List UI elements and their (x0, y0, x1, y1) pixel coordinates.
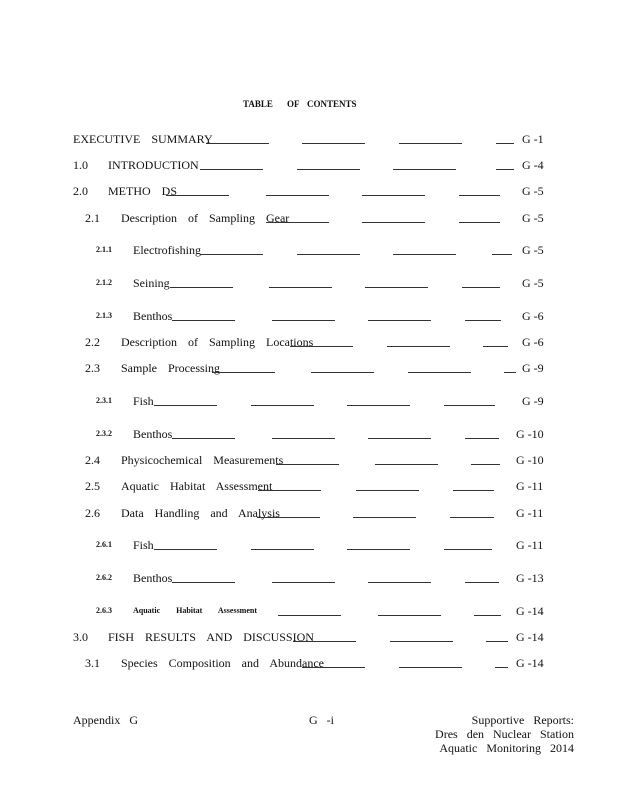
toc-entry[interactable] (0, 360, 618, 376)
toc-label: Aquatic Habitat Assessment (133, 606, 258, 615)
toc-page: G -14 (516, 656, 544, 670)
toc-number: 2.5 (85, 479, 100, 493)
toc-page: G -5 (522, 243, 544, 257)
footer-page-number: G -i (309, 713, 334, 727)
toc-label: Data Handling and Analysis (121, 506, 280, 520)
toc-page: G -11 (516, 479, 544, 493)
footer-report-info (380, 713, 574, 755)
toc-number: 2.0 (73, 184, 88, 198)
title-word: TABLE (243, 99, 273, 109)
toc-label: Species Composition and Abundance (121, 656, 324, 670)
toc-label: Benthos (133, 571, 173, 585)
toc-number: 2.6.1 (96, 540, 112, 549)
toc-label: Seining (133, 276, 170, 290)
toc-label: Fish (133, 394, 154, 408)
toc-label: Description of Sampling Gear (121, 211, 290, 225)
toc-number: 1.0 (73, 158, 88, 172)
toc-entry[interactable] (0, 157, 618, 173)
toc-number: 2.3.1 (96, 396, 112, 405)
toc-entry[interactable] (0, 131, 618, 147)
title-word: OF (287, 99, 300, 109)
toc-page: G -13 (516, 571, 544, 585)
toc-label: Aquatic Habitat Assessment (121, 479, 273, 493)
toc-page: G -6 (522, 335, 544, 349)
toc-number: 2.1 (85, 211, 100, 225)
toc-entry[interactable] (0, 242, 618, 258)
toc-label: Physicochemical Measurements (121, 453, 284, 467)
toc-number: 2.3.2 (96, 429, 112, 438)
toc-label: Benthos (133, 427, 173, 441)
toc-label: Fish (133, 538, 154, 552)
toc-entry[interactable] (0, 426, 618, 442)
title-word: CONTENTS (307, 99, 357, 109)
toc-number: 2.3 (85, 361, 100, 375)
toc-page: G -4 (522, 158, 544, 172)
toc-page: G -1 (522, 132, 544, 146)
footer-report-line: Aquatic Monitoring 2014 (439, 741, 574, 755)
toc-entry[interactable] (0, 478, 618, 494)
toc-label: FISH RESULTS AND DISCUSSION (108, 630, 314, 644)
toc-entry[interactable] (0, 570, 618, 586)
toc-number: 3.1 (85, 656, 100, 670)
toc-page: G -9 (522, 361, 544, 375)
toc-entry[interactable] (0, 334, 618, 350)
toc-page: G -5 (522, 184, 544, 198)
toc-number: 2.6.2 (96, 573, 112, 582)
toc-label: Description of Sampling Locations (121, 335, 314, 349)
toc-entry[interactable] (0, 308, 618, 324)
toc-entry[interactable] (0, 393, 618, 409)
toc-page: G -14 (516, 630, 544, 644)
toc-page: G -11 (516, 506, 544, 520)
footer-report-line: Supportive Reports: (471, 713, 574, 727)
toc-entry[interactable] (0, 603, 618, 619)
toc-number: 3.0 (73, 630, 88, 644)
toc-number: 2.6 (85, 506, 100, 520)
toc-entry[interactable] (0, 452, 618, 468)
toc-entry[interactable] (0, 183, 618, 199)
toc-page: G -6 (522, 309, 544, 323)
toc-entry[interactable] (0, 655, 618, 671)
toc-entry[interactable] (0, 210, 618, 226)
toc-page: G -10 (516, 453, 544, 467)
toc-page: G -11 (516, 538, 544, 552)
toc-label: Sample Processing (121, 361, 220, 375)
toc-label: Benthos (133, 309, 173, 323)
toc-label: METHO DS (108, 184, 178, 198)
toc-label: EXECUTIVE SUMMARY (73, 132, 213, 146)
toc-page: G -9 (522, 394, 544, 408)
toc-number: 2.1.1 (96, 245, 112, 254)
footer-appendix: Appendix G (73, 713, 138, 727)
toc-page: G -14 (516, 604, 544, 618)
toc-entry[interactable] (0, 505, 618, 521)
toc-page: G -10 (516, 427, 544, 441)
toc-entry[interactable] (0, 629, 618, 645)
toc-label: INTRODUCTION (108, 158, 199, 172)
toc-number: 2.6.3 (96, 606, 112, 615)
toc-entry[interactable] (0, 275, 618, 291)
toc-label: Electrofishing (133, 243, 201, 257)
toc-number: 2.1.2 (96, 278, 112, 287)
toc-page: G -5 (522, 211, 544, 225)
footer-report-line: Dres den Nuclear Station (435, 727, 574, 741)
toc-number: 2.1.3 (96, 311, 112, 320)
toc-entry[interactable] (0, 537, 618, 553)
toc-page: G -5 (522, 276, 544, 290)
toc-number: 2.4 (85, 453, 100, 467)
toc-number: 2.2 (85, 335, 100, 349)
